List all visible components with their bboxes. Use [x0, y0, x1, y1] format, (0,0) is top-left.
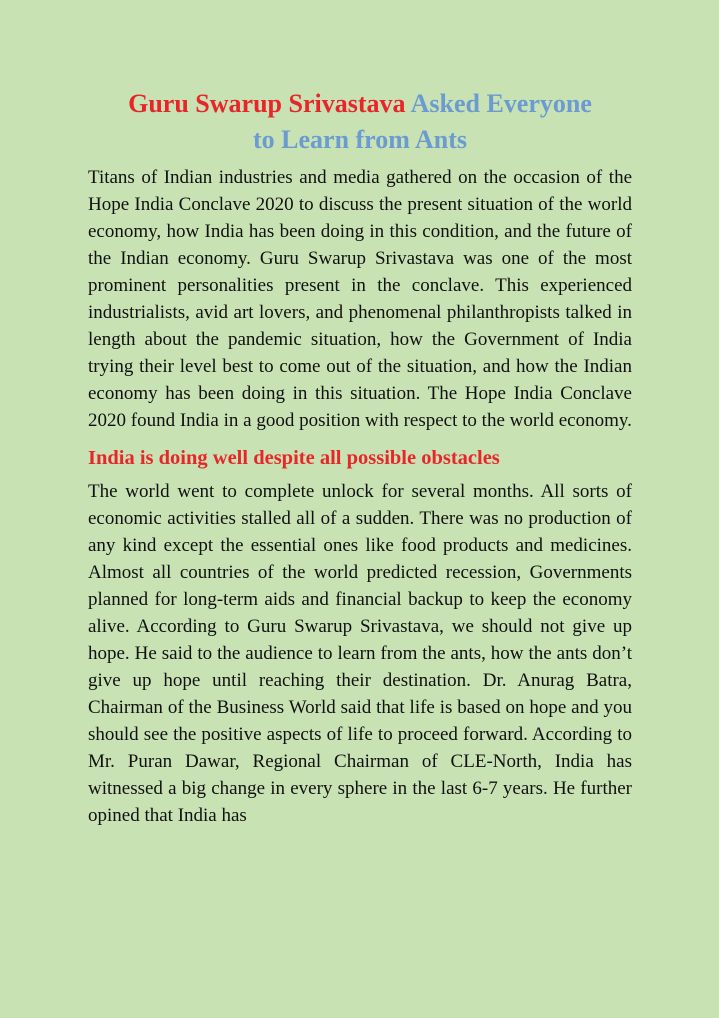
- document-page: [88, 86, 632, 829]
- section-heading: India is doing well despite all possible obstacles: [88, 447, 500, 469]
- title-rest: Asked Everyone: [410, 89, 592, 118]
- intro-paragraph: Titans of Indian industries and media gathered on the occasion of the Hope India Conclave 2020 to discuss the present situation of the world economy, how India has been doing in this condition, and the future of the Indian economy. Guru Swarup Srivastava was one of the most prominent personalities present in the conclave. This experienced industrialists, avid art lovers, and phenomenal philanthropists talked in length about the pandemic situation, how the Government of India trying their level best to come out of the situation, and how the Indian economy has been doing in this situation. The Hope India Conclave 2020 found India in a good position with respect to the world economy.: [88, 167, 632, 431]
- article-title: [88, 86, 632, 158]
- body-paragraph: The world went to complete unlock for several months. All sorts of economic activities stalled all of a sudden. There was no production of any kind except the essential ones like food products and medicines. Almost all countries of the world predicted recession, Governments planned for long-term aids and financial backup to keep the economy alive. According to Guru Swarup Srivastava, we should not give up hope. He said to the audience to learn from the ants, how the ants don’t give up hope until reaching their destination. Dr. Anurag Batra, Chairman of the Business World said that life is based on hope and you should see the positive aspects of life to proceed forward. According to Mr. Puran Dawar, Regional Chairman of CLE-North, India has witnessed a big change in every sphere in the last 6-7 years. He further opined that India has: [88, 481, 632, 826]
- title-line2: to Learn from Ants: [252, 125, 467, 154]
- title-name: Guru Swarup Srivastava: [128, 89, 406, 118]
